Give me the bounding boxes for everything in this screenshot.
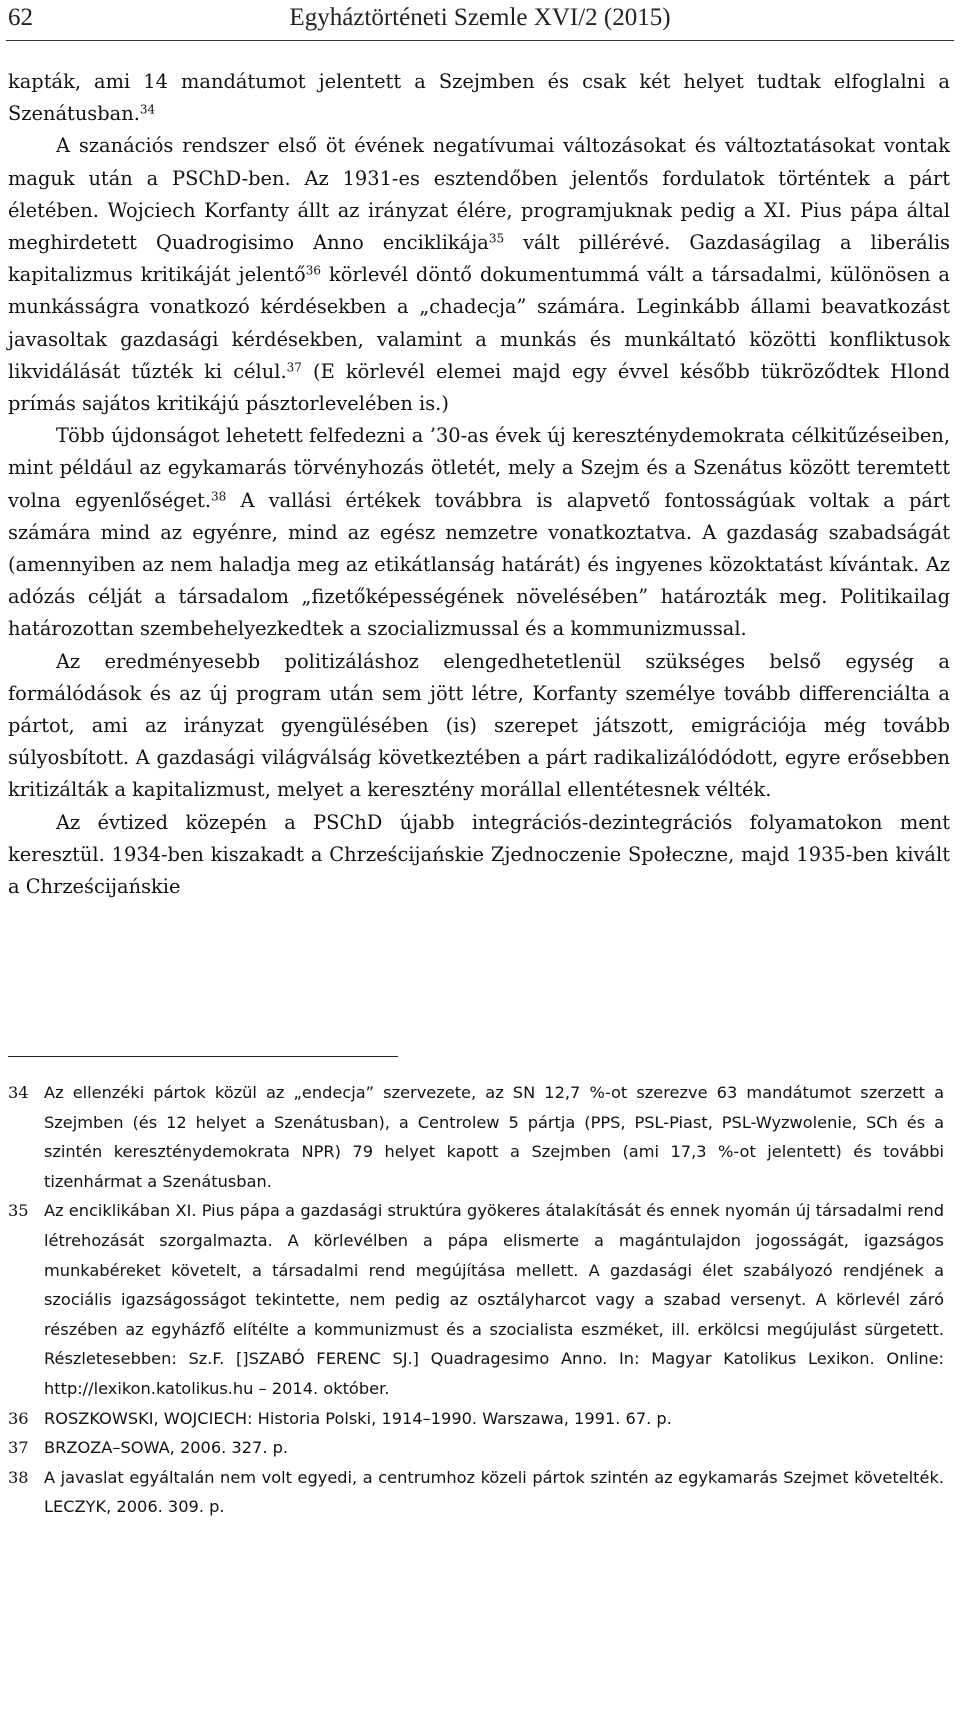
paragraph-5: Az évtized közepén a PSChD újabb integrációs-dezintegrációs folyamatokon ment keresztül. 1934-ben kiszakadt a Chrześcijańskie Zjednoczenie Społeczne, majd 1935-ben kivált a Chrześcijańskie — [8, 810, 950, 899]
footnote — [8, 1463, 944, 1522]
footnote-separator — [8, 1056, 398, 1057]
footnote-ref[interactable]: 38 — [211, 489, 227, 504]
footnote-number: 36 — [8, 1408, 29, 1428]
footnote-text: A javaslat egyáltalán nem volt egyedi, a centrumhoz közeli pártok szintén az egykamarás Szejmet követelték. LECZYK, 2006. 309. p. — [44, 1467, 944, 1517]
footnote-text: Az enciklikában XI. Pius pápa a gazdasági struktúra gyökeres átalakítását és ennek nyomán új társadalmi rend létrehozását szorgalmazta. A körlevélben a pápa elismerte a magántulajdon jogosságát, igazságos munkabéreket követelt, a társadalmi rend megújítása mellett. A gazdasági élet szabályozó rendjének a szociális igazságosságot tekintette, nem pedig az osztályharcot vagy a szabad versenyt. A körlevél záró részében az egyházfő elítélte a kommunizmust és a szocialista eszméket, ill. erkölcsi megújulást sürgetett. Részletesebben: Sz.F. []SZABÓ FERENC SJ.] Quadragesimo Anno. In: Magyar Katolikus Lexikon. Online: http://lexikon.katolikus.hu – 2014. október. — [44, 1201, 944, 1398]
footnote-ref[interactable]: 36 — [305, 263, 321, 278]
footnote-number: 35 — [8, 1201, 29, 1221]
footnote-ref[interactable]: 35 — [488, 231, 505, 246]
footnote — [8, 1404, 944, 1434]
footnote — [8, 1433, 944, 1463]
footnote-number: 38 — [8, 1467, 29, 1487]
text-run: A szanációs rendszer első öt évének negatívumai változásokat és változtatásokat vontak maguk után a PSChD-ben. Az 1931-es esztendőben jelentős fordulatok történtek a párt életében. Wojciech Korfanty állt az irányzat élére, programjuknak pedig a XI. Pius pápa által meghirdetett Quadrogisimo Anno enciklikája — [8, 134, 950, 255]
paragraph-2 — [8, 130, 950, 420]
text-run: (E körlevél elemei majd egy évvel később tükröződtek Hlond prímás sajátos kritikájú pásztorlevelében is.) — [8, 359, 950, 416]
footnote-text: Az ellenzéki pártok közül az „endecja” szervezete, az SN 12,7 %-ot szerezve 63 mandátumot szerzett a Szejmben (és 12 helyet a Szenátusban), a Centrolew 5 pártja (PPS, PSL-Piast, PSL-Wyzwolenie, SCh és a szintén kereszténydemokrata NPR) 79 helyet kapott a Szejmben (ami 17,3 %-ot jelentett) és további tizenhármat a Szenátusban. — [44, 1083, 944, 1191]
paragraph-3 — [8, 420, 950, 645]
footnote-text: ROSZKOWSKI, WOJCIECH: Historia Polski, 1914–1990. Warszawa, 1991. 67. p. — [44, 1408, 672, 1428]
running-header — [8, 4, 952, 38]
footnote-number: 34 — [8, 1083, 29, 1102]
footnote — [8, 1196, 944, 1403]
header-rule — [6, 40, 954, 41]
footnote — [8, 1078, 944, 1196]
journal-title: Egyháztörténeti Szemle XVI/2 (2015) — [289, 4, 671, 31]
footnote-number: 37 — [8, 1438, 29, 1458]
text-run: Több újdonságot lehetett felfedezni a ’30-as évek új kereszténydemokrata célkitűzéseiben, mint például az egykamarás törvényhozás ötletét, mely a Szejm és a Szenátus között teremtett volna egyenlőséget. — [8, 424, 950, 512]
footnote-ref[interactable]: 37 — [286, 360, 302, 375]
paragraph-1 — [8, 66, 950, 130]
footnote-text: BRZOZA–SOWA, 2006. 327. p. — [44, 1438, 289, 1458]
text-run: A vallási értékek továbbra is alapvető fontosságúak voltak a párt számára mind az egyénre, mind az egész nemzetre vonatkoztatva. A gazdaság szabadságát (amennyiben az nem haladja meg az etikátlanság határát) és ingyenes közoktatást kívántak. Az adózás célját a társadalom „fizetőképességének növelésében” határozták meg. Politikailag határozottan szembehelyezkedtek a szocializmussal és a kommunizmussal. — [8, 488, 950, 641]
paragraph-4: Az eredményesebb politizáláshoz elengedhetetlenül szükséges belső egység a formálódások és az új program után sem jött létre, Korfanty személye tovább differenciálta a pártot, ami az irányzat gyengülésében (is) szerepet játszott, emigrációja még tovább súlyosbított. A gazdasági világválság következtében a párt radikalizálódódott, egyre erősebben kritizálták a kapitalizmust, melyet a keresztény morállal ellentétesnek vélték. — [8, 649, 950, 802]
footnote-ref[interactable]: 34 — [139, 102, 156, 117]
footnotes — [8, 1078, 944, 1522]
text-run: kapták, ami 14 mandátumot jelentett a Szejmben és csak két helyet tudtak elfoglalni a Szenátusban. — [8, 70, 950, 126]
text-run: körlevél döntő dokumentummá vált a társadalmi, különösen a munkásságra vonatkozó kérdésekben a „chadecja” számára. Leginkább állami beavatkozást javasoltak gazdasági kérdésekben, valamint a munkás és munkáltató közötti konfliktusok likvidálását tűzték ki célul. — [8, 263, 950, 383]
main-text — [8, 66, 950, 903]
page-number: 62 — [8, 4, 33, 31]
text-run: vált pillérévé. Gazdaságilag a liberális kapitalizmus kritikáját jelentő — [8, 231, 951, 287]
